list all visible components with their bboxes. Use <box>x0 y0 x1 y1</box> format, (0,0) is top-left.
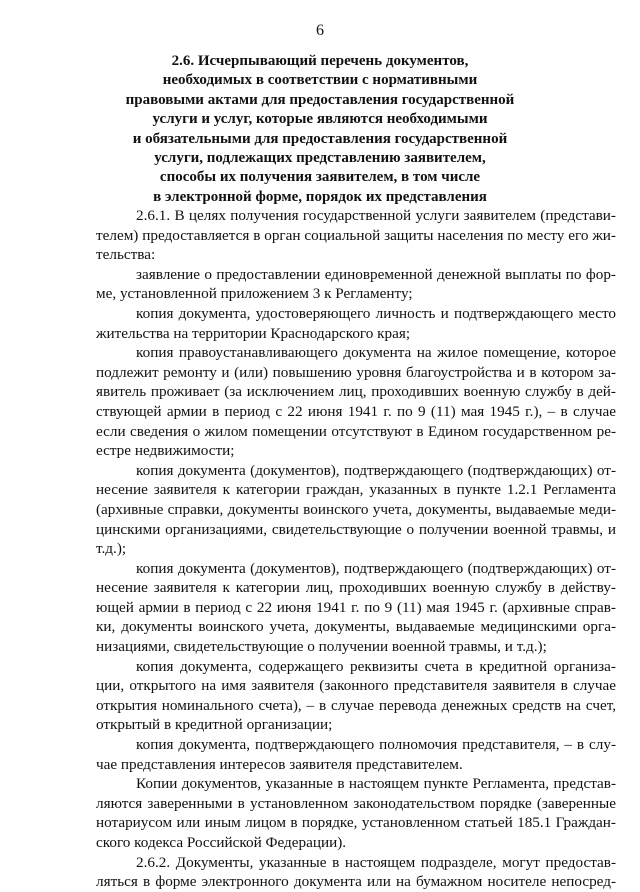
heading-line: и обязательными для предоставления государственной <box>132 130 508 147</box>
body-line: явитель проживает (за исключением лиц, проходивших военную службу в дей- <box>96 383 616 401</box>
body-line: копия документа, удостоверяющего личность и подтверждающего место <box>136 304 616 322</box>
heading-line: в электронной форме, порядок их представления <box>153 188 487 205</box>
body-line: Копии документов, указанные в настоящем пункте Регламента, представ- <box>136 775 616 793</box>
body-line: копия правоустанавливающего документа на жилое помещение, которое <box>136 344 616 362</box>
body-line: если сведения о жилом помещении отсутствуют в Едином государственном ре- <box>96 422 616 440</box>
body-line: 2.6.2. Документы, указанные в настоящем подразделе, могут предостав- <box>136 853 616 871</box>
body-line: 2.6.1. В целях получения государственной услуги заявителем (представи- <box>136 207 616 224</box>
body-line: ме, установленной приложением 3 к Регламенту; <box>96 285 413 303</box>
section-heading <box>60 52 580 207</box>
body-line: заявление о предоставлении единовременной денежной выплаты по фор- <box>136 265 616 283</box>
body-line: чае представления интересов заявителя представителем. <box>96 755 463 773</box>
body-line: жительства на территории Краснодарского края; <box>96 324 411 342</box>
body-line: естре недвижимости; <box>96 442 235 460</box>
heading-line: способы их получения заявителем, в том числе <box>159 169 481 186</box>
body-line: копия документа (документов), подтверждающего (подтверждающих) от- <box>136 559 616 577</box>
body-line: несение заявителя к категории лиц, проходивших военную службу в действу- <box>96 579 616 597</box>
body-line: т.д.); <box>96 540 127 558</box>
body-line: нотариусом или иным лицом в порядке, установленном статьей 185.1 Граждан- <box>96 814 616 832</box>
body-line: ствующей армии в период с 22 июня 1941 г. по 9 (11) мая 1945 г.), – в случае <box>96 402 616 420</box>
heading-line: необходимых в соответствии с нормативными <box>162 72 478 89</box>
body-line: цинскими организациями, свидетельствующие о получении военной травмы, и <box>96 520 616 538</box>
body-line: копия документа, подтверждающего полномочия представителя, – в слу- <box>136 736 616 754</box>
heading-line: услуги и услуг, которые являются необходимыми <box>152 111 488 128</box>
body-line: ляются заверенными в установленном законодательством порядке (заверенные <box>96 794 616 812</box>
body-line: ки, документы воинского учета, документы, выдаваемые медицинскими орга- <box>96 618 616 636</box>
body-line: открытый в кредитной организации; <box>96 716 333 734</box>
body-line: ского кодекса Российской Федерации). <box>96 834 347 851</box>
body-line: открытия номинального счета), – в случае перевода денежных средств на счет, <box>96 696 616 714</box>
body-line: копия документа, содержащего реквизиты счета в кредитной организа- <box>136 657 616 675</box>
body-line: копия документа (документов), подтверждающего (подтверждающих) от- <box>136 461 616 479</box>
heading-line: 2.6. Исчерпывающий перечень документов, <box>171 53 469 69</box>
body-line: ции, открытого на имя заявителя (законного представителя заявителя в случае <box>96 677 616 695</box>
body-line: несение заявителя к категории граждан, указанных в пункте 1.2.1 Регламента <box>96 481 616 499</box>
heading-line: правовыми актами для предоставления государственной <box>125 91 515 108</box>
body-text <box>96 206 616 892</box>
body-line: ющей армии в период с 22 июня 1941 г. по 9 (11) мая 1945 г. (архивные справ- <box>96 598 616 616</box>
heading-line: услуги, подлежащих представлению заявителем, <box>154 150 486 167</box>
body-line: подлежит ремонту и (или) повышению уровня благоустройства и в котором за- <box>96 363 616 381</box>
body-line: (архивные справки, документы воинского учета, документы, выдаваемые меди- <box>96 500 616 518</box>
page-number: 6 <box>316 22 324 39</box>
body-line: тельства: <box>96 246 156 264</box>
body-line: телем) предоставляется в орган социальной защиты населения по месту его жи- <box>96 226 616 244</box>
body-line: ляться в форме электронного документа или на бумажном носителе непосред- <box>96 873 616 891</box>
body-line: низациями, свидетельствующие о получении военной травмы, и т.д.); <box>96 638 547 656</box>
